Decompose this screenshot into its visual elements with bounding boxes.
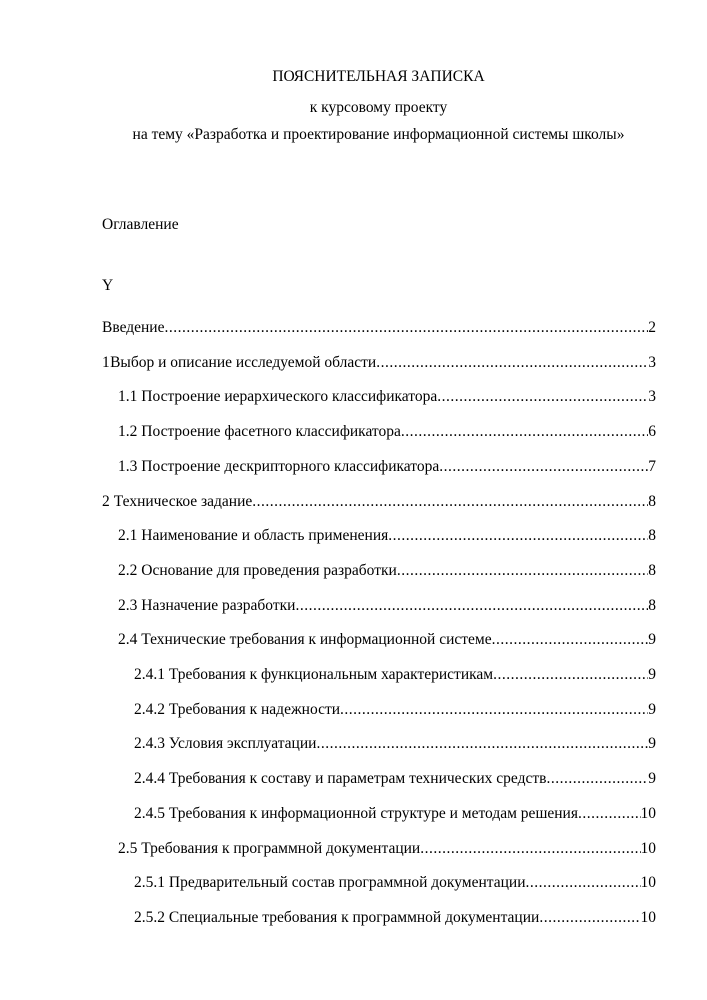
toc-entry-label: 2.1 Наименование и область применения (118, 527, 389, 545)
toc-dot-leader (397, 561, 648, 581)
toc-dot-leader (340, 700, 648, 720)
toc-entry-page: 8 (648, 596, 656, 614)
toc-entry-page: 10 (640, 804, 656, 822)
toc-entry-page: 10 (640, 908, 656, 926)
toc-entry[interactable] (134, 804, 656, 824)
toc-dot-leader (295, 596, 648, 616)
toc-entry-label: 2.4.3 Условия эксплуатации (134, 735, 317, 753)
toc-dot-leader (401, 422, 648, 442)
toc-entry-page: 2 (648, 319, 656, 336)
toc-entry[interactable] (134, 665, 656, 685)
toc-entry-page: 9 (648, 700, 656, 718)
toc-entry-page: 9 (648, 770, 656, 788)
toc-entry-label: 2.4.4 Требования к составу и параметрам технических средств (134, 770, 547, 788)
toc-dot-leader (437, 387, 648, 407)
toc-entry-page: 3 (648, 388, 656, 406)
toc-dot-leader (578, 804, 641, 824)
toc-entry-page: 9 (648, 735, 656, 753)
toc-entry-page: 8 (648, 561, 656, 579)
toc-entry-page: 10 (640, 874, 656, 892)
toc-entry[interactable] (118, 526, 656, 546)
toc-entry-label: 2.5.1 Предварительный состав программной документации (134, 874, 526, 892)
toc-entry-page: 8 (648, 492, 656, 510)
toc-entry[interactable] (118, 839, 656, 859)
toc-dot-leader (316, 734, 648, 754)
toc-entry-page: 9 (648, 631, 656, 649)
toc-entry-label: 2.4 Технические требования к информационной системе (118, 631, 492, 649)
toc-dot-leader (526, 873, 641, 893)
toc-entry[interactable] (118, 422, 656, 442)
toc-entry[interactable] (118, 561, 656, 581)
toc-entry[interactable] (134, 734, 656, 754)
toc-entry[interactable] (134, 873, 656, 893)
toc-entry-page: 3 (648, 353, 656, 371)
toc-entry-page: 7 (648, 457, 656, 475)
toc-entry-label: 1.3 Построение дескрипторного классификатора (118, 457, 440, 475)
document-subtitle: к курсовому проекту (309, 99, 448, 116)
toc-dot-leader (439, 457, 648, 477)
toc-entry-label: 2.2 Основание для проведения разработки (118, 561, 397, 579)
toc-entry-label: Введение (102, 319, 165, 336)
toc-dot-leader (493, 665, 648, 685)
toc-entry-number: 2 (102, 492, 110, 510)
toc-entry-label: 2.3 Назначение разработки (118, 596, 296, 614)
toc-entry-number: 1 (102, 353, 110, 371)
toc-entry[interactable] (118, 457, 656, 477)
toc-entry-label: 2.5 Требования к программной документации (118, 839, 421, 857)
toc-dot-leader (546, 769, 648, 789)
document-topic: на тему «Разработка и проектирование информационной системы школы» (132, 126, 625, 143)
toc-heading: Оглавление (102, 216, 179, 233)
toc-entry-label: 2.5.2 Специальные требования к программной документации (134, 908, 540, 926)
toc-entry-page: 8 (648, 527, 656, 545)
toc-dot-leader (252, 492, 648, 512)
toc-entry-label: 1.2 Построение фасетного классификатора (118, 423, 401, 441)
toc-entry[interactable] (118, 387, 656, 407)
toc-dot-leader (388, 526, 648, 546)
toc-entry[interactable] (134, 908, 656, 928)
toc-entry-page: 9 (648, 666, 656, 683)
toc-entry-label: 2.4.1 Требования к функциональным характеристикам (134, 666, 494, 683)
toc-dot-leader (376, 353, 648, 373)
toc-entry-label: 2.4.5 Требования к информационной структуре и методам решения (134, 804, 578, 822)
toc-entry[interactable] (102, 492, 656, 512)
toc-entry[interactable] (134, 769, 656, 789)
toc-entry[interactable] (102, 318, 656, 338)
stray-character: Y (102, 277, 114, 294)
toc-entry[interactable] (134, 700, 656, 720)
toc-entry-label: 1.1 Построение иерархического классификатора (118, 388, 438, 406)
toc-entry[interactable] (118, 596, 656, 616)
toc-dot-leader (420, 839, 640, 859)
toc-dot-leader (492, 630, 649, 650)
toc-dot-leader (164, 318, 648, 338)
toc-dot-leader (539, 908, 640, 928)
toc-entry-page: 10 (640, 839, 656, 857)
toc-entry[interactable] (102, 353, 656, 373)
toc-entry-page: 6 (648, 423, 656, 441)
toc-entry-label: Выбор и описание исследуемой области (110, 353, 377, 371)
toc-entry-label: 2.4.2 Требования к надежности (134, 700, 341, 718)
toc-entry[interactable] (118, 630, 656, 650)
document-title: ПОЯСНИТЕЛЬНАЯ ЗАПИСКА (272, 68, 485, 85)
toc-entry-label: Техническое задание (113, 492, 253, 510)
